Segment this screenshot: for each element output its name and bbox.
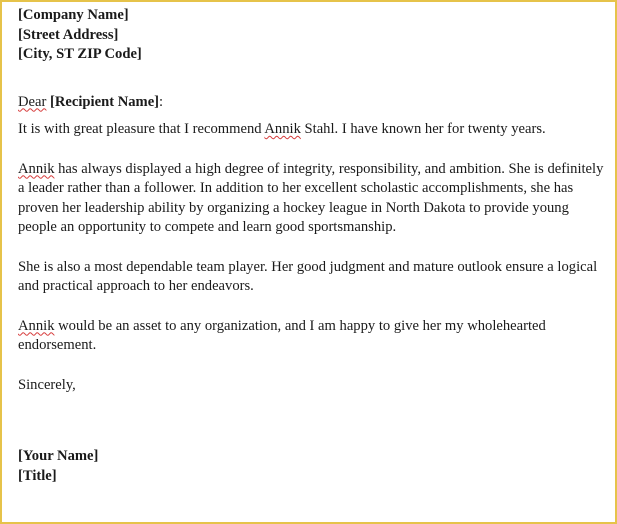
- paragraph-endorsement-text: would be an asset to any organization, and I am happy to give her my wholehearted endorsement.: [18, 317, 546, 353]
- candidate-name: Annik: [18, 317, 55, 334]
- paragraph-qualities: [18, 160, 608, 238]
- closing-salutation: Sincerely,: [18, 376, 76, 393]
- greeting-word: Dear: [18, 93, 47, 110]
- paragraph-qualities-text: has always displayed a high degree of integrity, responsibility, and ambition. She is definitely a leader rather than a follower. In addition to her excellent scholastic accomplishments, she has proven her leadership ability by organizing a hockey league in North Dakota to provide young people an opportunity to compete and learn good sportsmanship.: [18, 160, 604, 235]
- greeting-punctuation: :: [159, 93, 164, 110]
- letter-page: [18, 6, 608, 486]
- paragraph-teamwork: She is also a most dependable team player. Her good judgment and mature outlook ensure a logical and practical approach to her endeavors.: [18, 258, 598, 294]
- signature-title[interactable]: [Title]: [18, 467, 57, 484]
- greeting-line: [18, 93, 608, 113]
- sender-street[interactable]: [Street Address]: [18, 26, 119, 43]
- signature-name[interactable]: [Your Name]: [18, 448, 99, 464]
- candidate-name: Annik: [18, 160, 55, 177]
- candidate-name: Annik: [264, 121, 301, 137]
- paragraph-endorsement: [18, 317, 608, 356]
- paragraph-intro: [18, 120, 608, 140]
- paragraph-intro-text-before: It is with great pleasure that I recommend: [18, 121, 265, 137]
- sender-company[interactable]: [Company Name]: [18, 7, 129, 23]
- recipient-name[interactable]: [Recipient Name]: [50, 93, 160, 110]
- sender-city[interactable]: [City, ST ZIP Code]: [18, 46, 142, 62]
- paragraph-intro-text-after: Stahl. I have known her for twenty years.: [300, 121, 546, 137]
